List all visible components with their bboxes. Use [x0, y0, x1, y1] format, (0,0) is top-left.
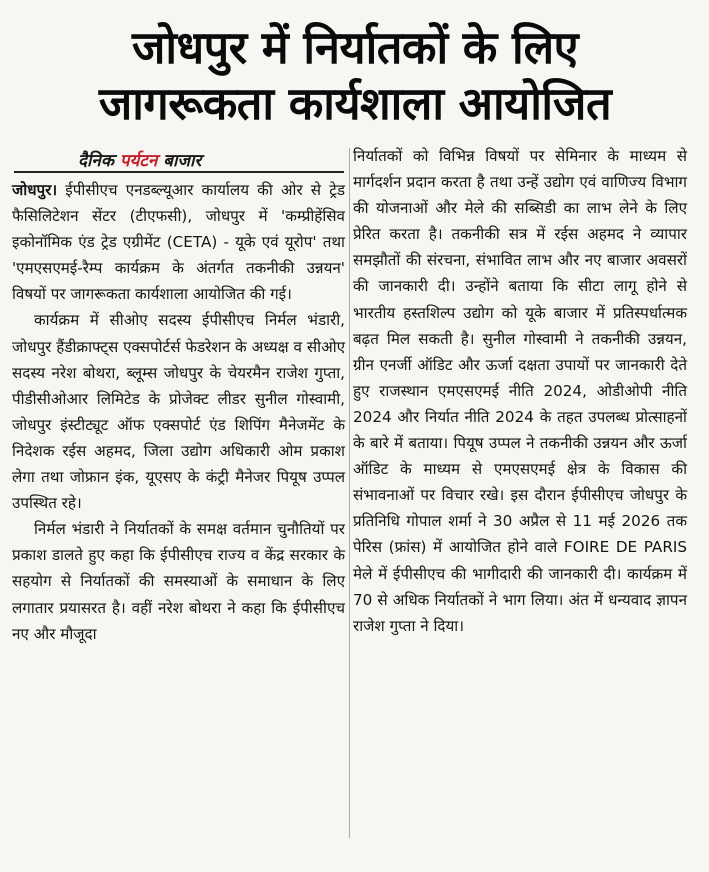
article-paragraph-1	[12, 177, 345, 307]
headline-line-1: जोधपुर में निर्यातकों के लिए	[131, 21, 579, 74]
article-paragraph-3: निर्मल भंडारी ने निर्यातकों के समक्ष वर्तमान चुनौतियों पर प्रकाश डालते हुए कहा कि ईपीसीएच राज्य व केंद्र सरकार के सहयोग से निर्यातकों की समस्याओं के समाधान के लिए लगातार प्रयासरत है। वहीं नरेश बोथरा ने कहा कि ईपीसीएच नए और मौजूदा	[12, 520, 345, 643]
headline-line-2: जागरूकता कार्यशाला आयोजित	[98, 77, 612, 130]
masthead-word-3: बाजार	[163, 151, 202, 171]
dateline: जोधपुर।	[12, 181, 58, 199]
article-column-2	[353, 143, 687, 639]
article-paragraph-4: निर्यातकों को विभिन्न विषयों पर सेमिनार के माध्यम से मार्गदर्शन प्रदान करता है तथा उन्हें उद्योग एवं वाणिज्य विभाग की योजनाओं और मेले की सब्सिडी का लाभ लेने के लिए प्रेरित करता है। तकनीकी सत्र में रईस अहमद ने व्यापार समझौतों की संरचना, संभावित लाभ और नए बाजार अवसरों की जानकारी दी। उन्होंने बताया कि सीटा लागू होने से भारतीय हस्तशिल्प उद्योग को यूके बाजार में प्रतिस्पर्धात्मक बढ़त मिल सकती है। सुनील गोस्वामी ने तकनीकी उन्नयन, ग्रीन एनर्जी ऑडिट और ऊर्जा दक्षता उपायों पर जानकारी देते हुए राजस्थान एमएसएमई नीति 2024, ओडीओपी नीति 2024 और निर्यात नीति 2024 के तहत उपलब्ध प्रोत्साहनों के बारे में बताया। पियूष उप्पल ने तकनीकी उन्नयन और ऊर्जा ऑडिट के माध्यम से एमएसएमई क्षेत्र के विकास की संभावनाओं पर विचार रखे। इस दौरान ईपीसीएच जोधपुर के प्रतिनिधि गोपाल शर्मा ने 30 अप्रैल से 11 मई 2026 तक पेरिस (फ्रांस) में आयोजित होने वाले FOIRE DE PARIS मेले में ईपीसीएच की भागीदारी की जानकारी दी। कार्यक्रम में 70 से अधिक निर्यातकों ने भाग लिया। अंत में धन्यवाद ज्ञापन राजेश गुप्ता ने दिया।	[353, 147, 687, 635]
headline	[20, 20, 690, 132]
article-paragraph-2: कार्यक्रम में सीओए सदस्य ईपीसीएच निर्मल भंडारी, जोधपुर हैंडीक्राफ्ट्स एक्सपोर्टर्स फेडरेशन के अध्यक्ष व सीओए सदस्य नरेश बोथरा, ब्लूम्स जोधपुर के चेयरमैन राजेश गुप्ता, पीडीसीओआर लिमिटेड के प्रोजेक्ट लीडर सुनील गोस्वामी, जोधपुर इंस्टीट्यूट ऑफ एक्सपोर्ट एंड शिपिंग मैनेजमेंट के निदेशक रईस अहमद, जिला उद्योग अधिकारी ओम प्रकाश लेगा तथा जोफ्रान इंक, यूएसए के कंट्री मैनेजर पियूष उप्पल उपस्थित रहे।	[12, 311, 345, 513]
cropped-top-text	[0, 0, 709, 8]
article-column-1	[12, 177, 345, 647]
masthead-word-2: पर्यटन	[119, 151, 158, 171]
masthead-word-1: दैनिक	[78, 151, 114, 171]
column-divider	[349, 148, 350, 838]
paragraph-1-text: ईपीसीएच एनडब्ल्यूआर कार्यालय की ओर से ट्रेड फैसिलिटेशन सेंटर (टीएफसी), जोधपुर में 'कम्प्रीहेंसिव इकोनॉमिक एंड ट्रेड एग्रीमेंट (CETA) - यूके एवं यूरोप' तथा 'एमएसएमई-रैम्प कार्यक्रम के अंतर्गत तकनीकी उन्नयन' विषयों पर जागरूकता कार्यशाला आयोजित की गई।	[12, 181, 345, 304]
masthead-underline	[14, 171, 344, 173]
newspaper-masthead	[78, 148, 201, 171]
